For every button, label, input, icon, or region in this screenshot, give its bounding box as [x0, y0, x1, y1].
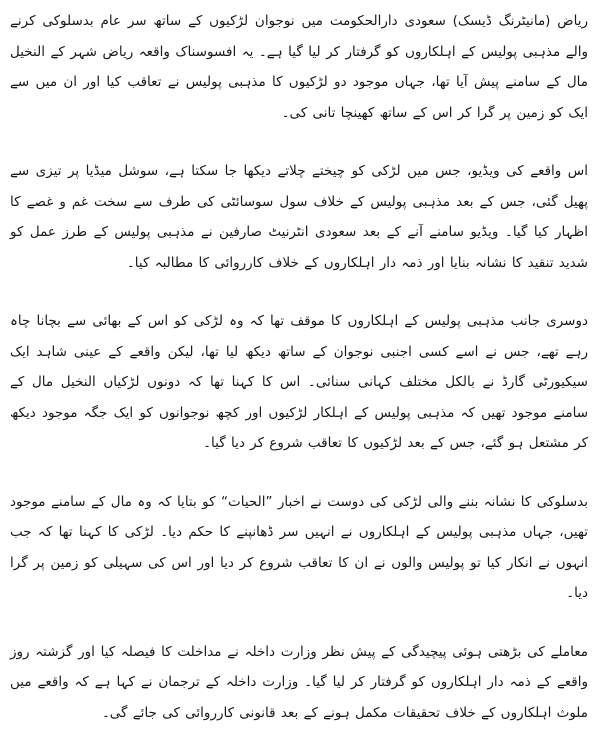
article-body: [10, 6, 588, 756]
paragraph-5: معاملے کی بڑھتی ہوئی پیچیدگی کے پیش نظر وزارت داخلہ نے مداخلت کا فیصلہ کیا اور گزشتہ روز واقعے کے ذمہ دار اہلکاروں کو گرفتار کر لیا گیا۔ وزارت داخلہ کے ترجمان نے کہا ہے کہ واقعے میں ملوث اہلکاروں کے خلاف تحقیقات مکمل ہونے کے بعد قانونی کارروائی کی جائے گی۔: [10, 643, 588, 721]
paragraph-1: ریاض (مانیٹرنگ ڈیسک) سعودی دارالحکومت میں نوجوان لڑکیوں کے ساتھ سر عام بدسلوکی کرنے والے مذہبی پولیس کے اہلکاروں کو گرفتار کر لیا گیا ہے۔ یہ افسوسناک واقعہ ریاض شہر کے النخیل مال کے سامنے پیش آیا تھا، جہاں موجود دو لڑکیوں کا مذہبی پولیس نے تعاقب کیا اور ان میں سے ایک کو زمین پر گرا کر اس کے ساتھ کھینچا تانی کی۔: [10, 13, 588, 121]
paragraph-2: اس واقعے کی ویڈیو، جس میں لڑکی کو چیختے چلاتے دیکھا جا سکتا ہے، سوشل میڈیا پر تیزی سے پھیل گئی، جس کے بعد مذہبی پولیس کے خلاف سول سوسائٹی کی طرف سے سخت غم و غصے کا اظہار کیا گیا۔ ویڈیو سامنے آنے کے بعد سعودی انٹرنیٹ صارفین نے مذہبی پولیس کے طرز عمل کو شدید تنقید کا نشانہ بنایا اور ذمہ دار اہلکاروں کے خلاف کارروائی کا مطالبہ کیا۔: [10, 163, 588, 271]
paragraph-4: بدسلوکی کا نشانہ بننے والی لڑکی کی دوست نے اخبار ”الحیات“ کو بتایا کہ وہ مال کے سامنے موجود تھیں، جہاں مذہبی پولیس کے اہلکاروں نے انہیں سر ڈھانپنے کا حکم دیا۔ لڑکی کا کہنا تھا کہ جب انہوں نے انکار کیا تو پولیس والوں نے ان کا تعاقب شروع کر دیا اور اس کی سہیلی کو زمین پر گرا دیا۔: [10, 493, 588, 601]
paragraph-3: دوسری جانب مذہبی پولیس کے اہلکاروں کا موقف تھا کہ وہ لڑکی کو اس کے بھائی سے بچانا چاہ رہے تھے، جس نے اسے کسی اجنبی نوجوان کے ساتھ دیکھ لیا تھا، لیکن واقعے کے عینی شاہد ایک سیکیورٹی گارڈ نے بالکل مختلف کہانی سنائی۔ اس کا کہنا تھا کہ دونوں لڑکیاں النخیل مال کے سامنے موجود تھیں کہ مذہبی پولیس کے اہلکار لڑکیوں اور کچھ نوجوانوں کو ایک جگہ موجود دیکھ کر مشتعل ہو گئے، جس کے بعد لڑکیوں کا تعاقب شروع کر دیا گیا۔: [10, 313, 588, 451]
